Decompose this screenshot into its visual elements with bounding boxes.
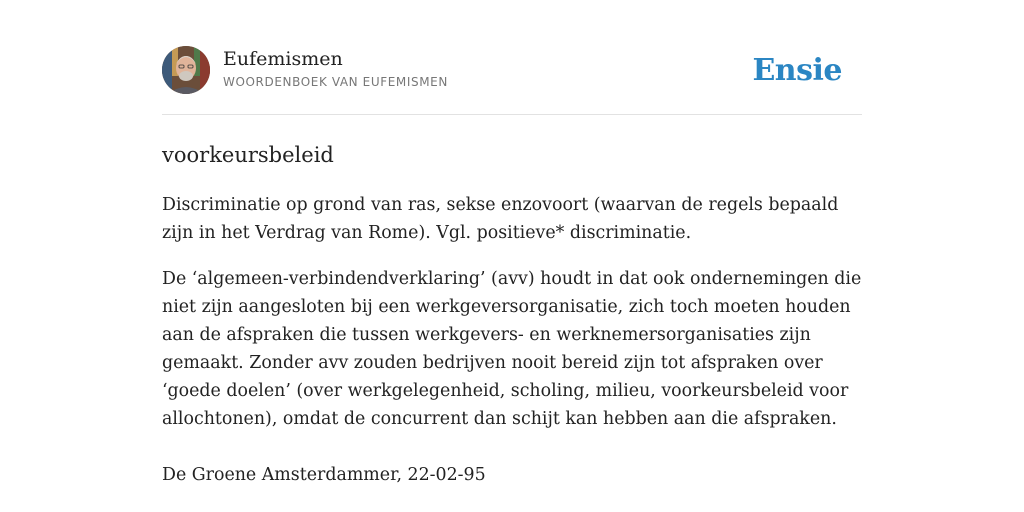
- author-portrait-icon: [162, 46, 210, 94]
- entry-quote: De ‘algemeen-verbindendverklaring’ (avv) houdt in dat ook ondernemingen die niet zijn aangesloten bij een werkgeversorganisatie, zich toch moeten houden aan de afspraken die tussen werkgevers- en werknemersorganisaties zijn gemaakt. Zonder avv zouden bedrijven nooit bereid zijn tot afspraken over ‘goede doelen’ (over werkgelegenheid, scholing, milieu, voorkeursbeleid voor allochtonen), omdat de concurrent dan schijt kan hebben aan die afspraken.: [162, 269, 862, 429]
- dictionary-subtitle[interactable]: WOORDENBOEK VAN EUFEMISMEN: [223, 75, 448, 89]
- avatar[interactable]: [162, 46, 210, 94]
- author-name[interactable]: Eufemismen: [223, 48, 343, 70]
- entry-source: De Groene Amsterdammer, 22-02-95: [162, 465, 486, 485]
- entry-title: voorkeursbeleid: [162, 143, 334, 167]
- entry-card: [162, 46, 862, 489]
- header: [162, 46, 862, 115]
- brand-logo[interactable]: Ensie: [752, 53, 842, 88]
- entry-definition: Discriminatie op grond van ras, sekse enzovoort (waarvan de regels bepaald zijn in het Verdrag van Rome). Vgl. positieve* discriminatie.: [162, 195, 839, 243]
